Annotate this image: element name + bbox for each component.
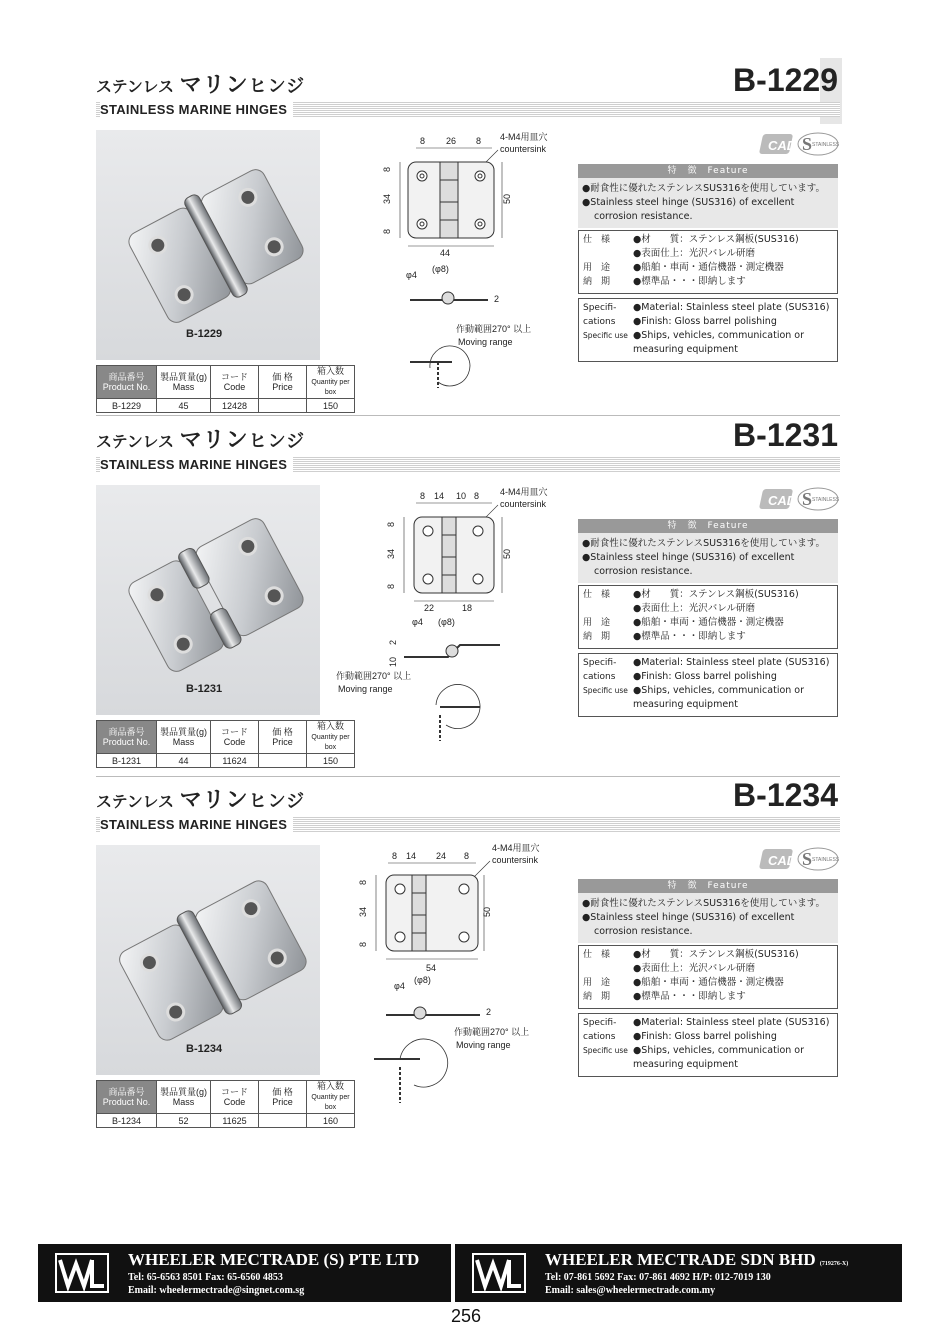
spec-en: Specifi- ●Material: Stainless steel plate (SUS316) cations ●Finish: Gloss barrel polishing Specific use ●Ships, vehicles, communication or measuring equipment [578,1013,838,1077]
cad-stainless-badges [762,485,842,513]
svg-text:2: 2 [494,294,500,304]
cad-stainless-badges [762,130,842,158]
svg-text:作動範囲270° 以上: 作動範囲270° 以上 [454,1027,530,1037]
svg-text:STAINLESS: STAINLESS [812,142,840,148]
spec-en: Specifi- ●Material: Stainless steel plate (SUS316) cations ●Finish: Gloss barrel polishing Specific use ●Ships, vehicles, communication or measuring equipment [578,298,838,362]
svg-text:Moving range: Moving range [338,684,393,694]
svg-text:10: 10 [456,491,467,501]
svg-text:8: 8 [464,851,470,861]
col-qty: 箱入数 Quantity per box [307,721,355,754]
product-photo [96,845,320,1075]
section-divider [96,776,840,777]
svg-text:44: 44 [440,248,451,258]
photo-label: B-1234 [186,1043,223,1055]
photo-label: B-1231 [186,683,223,695]
stainless-icon: S [802,489,813,509]
company-tel: Tel: 07-861 5692 Fax: 07-861 4692 H/P: 012-7019 130 [545,1272,771,1283]
feature-heading: 特 徴 Feature [578,164,838,178]
svg-text:φ4: φ4 [412,617,423,627]
svg-text:8: 8 [358,941,368,947]
technical-drawing [360,130,570,390]
wm-logo-icon [56,1254,108,1292]
col-code: コード Code [211,721,259,754]
stainless-icon: S [802,849,813,869]
product-photo [96,130,320,360]
technical-drawing [336,485,570,745]
svg-text:φ4: φ4 [406,270,417,280]
svg-text:22: 22 [424,603,435,613]
company-email: Email: wheelermectrade@singnet.com.sg [128,1285,305,1296]
feature-body: ●耐食性に優れたステンレスSUS316を使用しています。 ●Stainless steel hinge (SUS316) of excellent corrosion resistance. [578,533,838,583]
svg-text:countersink: countersink [492,855,539,865]
svg-text:34: 34 [386,548,396,559]
spec-jp: 仕 様 ●材 質：ステンレス鋼板(SUS316) ●表面仕上：光沢バレル研磨 用 途 ●船舶・車両・通信機器・測定機器 納 期 ●標準品・・・即納します [578,585,838,649]
feature-box [578,164,838,362]
svg-text:8: 8 [386,521,396,527]
wm-logo-icon [473,1254,525,1292]
product-section-b1231 [0,417,932,778]
col-price: 価 格 Price [259,1081,307,1114]
col-product-no: 商品番号 Product No. [97,366,157,399]
product-spec-table [96,720,355,768]
svg-text:Moving range: Moving range [456,1040,511,1050]
col-qty: 箱入数 Quantity per box [307,1081,355,1114]
svg-text:4-M4用皿穴: 4-M4用皿穴 [492,843,540,853]
svg-text:8: 8 [382,228,392,234]
stainless-icon: S [802,134,813,154]
company-email: Email: sales@wheelermectrade.com.my [545,1285,716,1296]
spec-jp: 仕 様 ●材 質：ステンレス鋼板(SUS316) ●表面仕上：光沢バレル研磨 用 途 ●船舶・車両・通信機器・測定機器 納 期 ●標準品・・・即納します [578,230,838,294]
feature-heading: 特 徴 Feature [578,879,838,893]
cad-icon: CAD [768,493,797,508]
technical-drawing [360,845,570,1105]
section-divider [96,415,840,416]
svg-text:34: 34 [382,193,392,204]
dim-top-2: 8 [476,136,482,146]
product-subtitle: STAINLESS MARINE HINGES [100,457,293,472]
company-name: WHEELER MECTRADE (S) PTE LTD [128,1250,420,1269]
model-number: B-1229 [733,62,838,98]
svg-text:Moving range: Moving range [458,337,513,347]
product-section-b1229 [0,62,932,423]
table-row: B-1229 45 12428 150 [97,399,355,413]
model-number: B-1231 [733,417,838,453]
svg-text:50: 50 [502,193,512,204]
svg-text:作動範囲270° 以上: 作動範囲270° 以上 [456,324,532,334]
col-product-no: 商品番号 Product No. [97,1081,157,1114]
col-price: 価 格 Price [259,721,307,754]
cad-icon: CAD [768,138,797,153]
col-qty: 箱入数 Quantity per box [307,366,355,399]
svg-text:φ4: φ4 [394,981,405,991]
col-price: 価 格 Price [259,366,307,399]
spec-en: Specifi- ●Material: Stainless steel plate (SUS316) cations ●Finish: Gloss barrel polishing Specific use ●Ships, vehicles, communication or measuring equipment [578,653,838,717]
svg-text:(φ8): (φ8) [414,975,431,985]
product-spec-table [96,365,355,413]
svg-text:countersink: countersink [500,499,547,509]
svg-text:作動範囲270° 以上: 作動範囲270° 以上 [336,671,412,681]
product-spec-table [96,1080,355,1128]
svg-text:STAINLESS: STAINLESS [812,857,840,863]
product-title-jp: ステンレス マリンヒンジ [96,788,306,813]
svg-text:4-M4用皿穴: 4-M4用皿穴 [500,487,548,497]
product-section-b1234 [0,777,932,1138]
product-title-jp: ステンレス マリンヒンジ [96,73,306,98]
svg-text:50: 50 [482,906,492,917]
feature-heading: 特 徴 Feature [578,519,838,533]
cad-icon: CAD [768,853,797,868]
hinge-photo-image [96,485,320,715]
feature-box [578,519,838,717]
hole-note-en: countersink [500,144,547,154]
spec-jp: 仕 様 ●材 質：ステンレス鋼板(SUS316) ●表面仕上：光沢バレル研磨 用 途 ●船舶・車両・通信機器・測定機器 納 期 ●標準品・・・即納します [578,945,838,1009]
svg-text:18: 18 [462,603,473,613]
svg-text:(φ8): (φ8) [438,617,455,627]
col-mass: 製品質量(g) Mass [157,721,211,754]
product-subtitle: STAINLESS MARINE HINGES [100,102,293,117]
feature-body: ●耐食性に優れたステンレスSUS316を使用しています。 ●Stainless steel hinge (SUS316) of excellent corrosion resistance. [578,893,838,943]
feature-body: ●耐食性に優れたステンレスSUS316を使用しています。 ●Stainless steel hinge (SUS316) of excellent corrosion resistance. [578,178,838,228]
dim-top-0: 8 [420,136,426,146]
product-title-jp: ステンレス マリンヒンジ [96,428,306,453]
hinge-photo-image [96,845,320,1075]
footer-singapore [38,1244,451,1302]
svg-text:STAINLESS: STAINLESS [812,497,840,503]
table-row: B-1234 52 11625 160 [97,1114,355,1128]
hole-note: 4-M4用皿穴 [500,132,548,142]
svg-text:8: 8 [386,583,396,589]
svg-text:2: 2 [486,1007,492,1017]
svg-text:8: 8 [420,491,426,501]
product-subtitle: STAINLESS MARINE HINGES [100,817,293,832]
footer-malaysia [455,1244,902,1302]
svg-text:10: 10 [388,656,398,667]
col-mass: 製品質量(g) Mass [157,366,211,399]
svg-text:54: 54 [426,963,437,973]
svg-text:8: 8 [382,166,392,172]
feature-box [578,879,838,1077]
hinge-photo-image [96,130,320,360]
svg-text:8: 8 [392,851,398,861]
model-number: B-1234 [733,777,838,813]
svg-text:8: 8 [474,491,480,501]
company-name: WHEELER MECTRADE SDN BHD (719276-X) [545,1250,849,1269]
product-photo [96,485,320,715]
cad-stainless-badges [762,845,842,873]
page-number: 256 [450,1306,482,1326]
col-code: コード Code [211,366,259,399]
svg-text:14: 14 [434,491,445,501]
col-mass: 製品質量(g) Mass [157,1081,211,1114]
company-tel: Tel: 65-6563 8501 Fax: 65-6560 4853 [128,1272,283,1283]
svg-text:14: 14 [406,851,417,861]
col-code: コード Code [211,1081,259,1114]
svg-text:8: 8 [358,879,368,885]
dim-top-1: 26 [446,136,457,146]
table-row: B-1231 44 11624 150 [97,754,355,768]
svg-text:2: 2 [388,639,398,645]
col-product-no: 商品番号 Product No. [97,721,157,754]
svg-text:50: 50 [502,548,512,559]
svg-text:24: 24 [436,851,447,861]
svg-text:34: 34 [358,906,368,917]
svg-text:(φ8): (φ8) [432,264,449,274]
photo-label: B-1229 [186,328,223,340]
